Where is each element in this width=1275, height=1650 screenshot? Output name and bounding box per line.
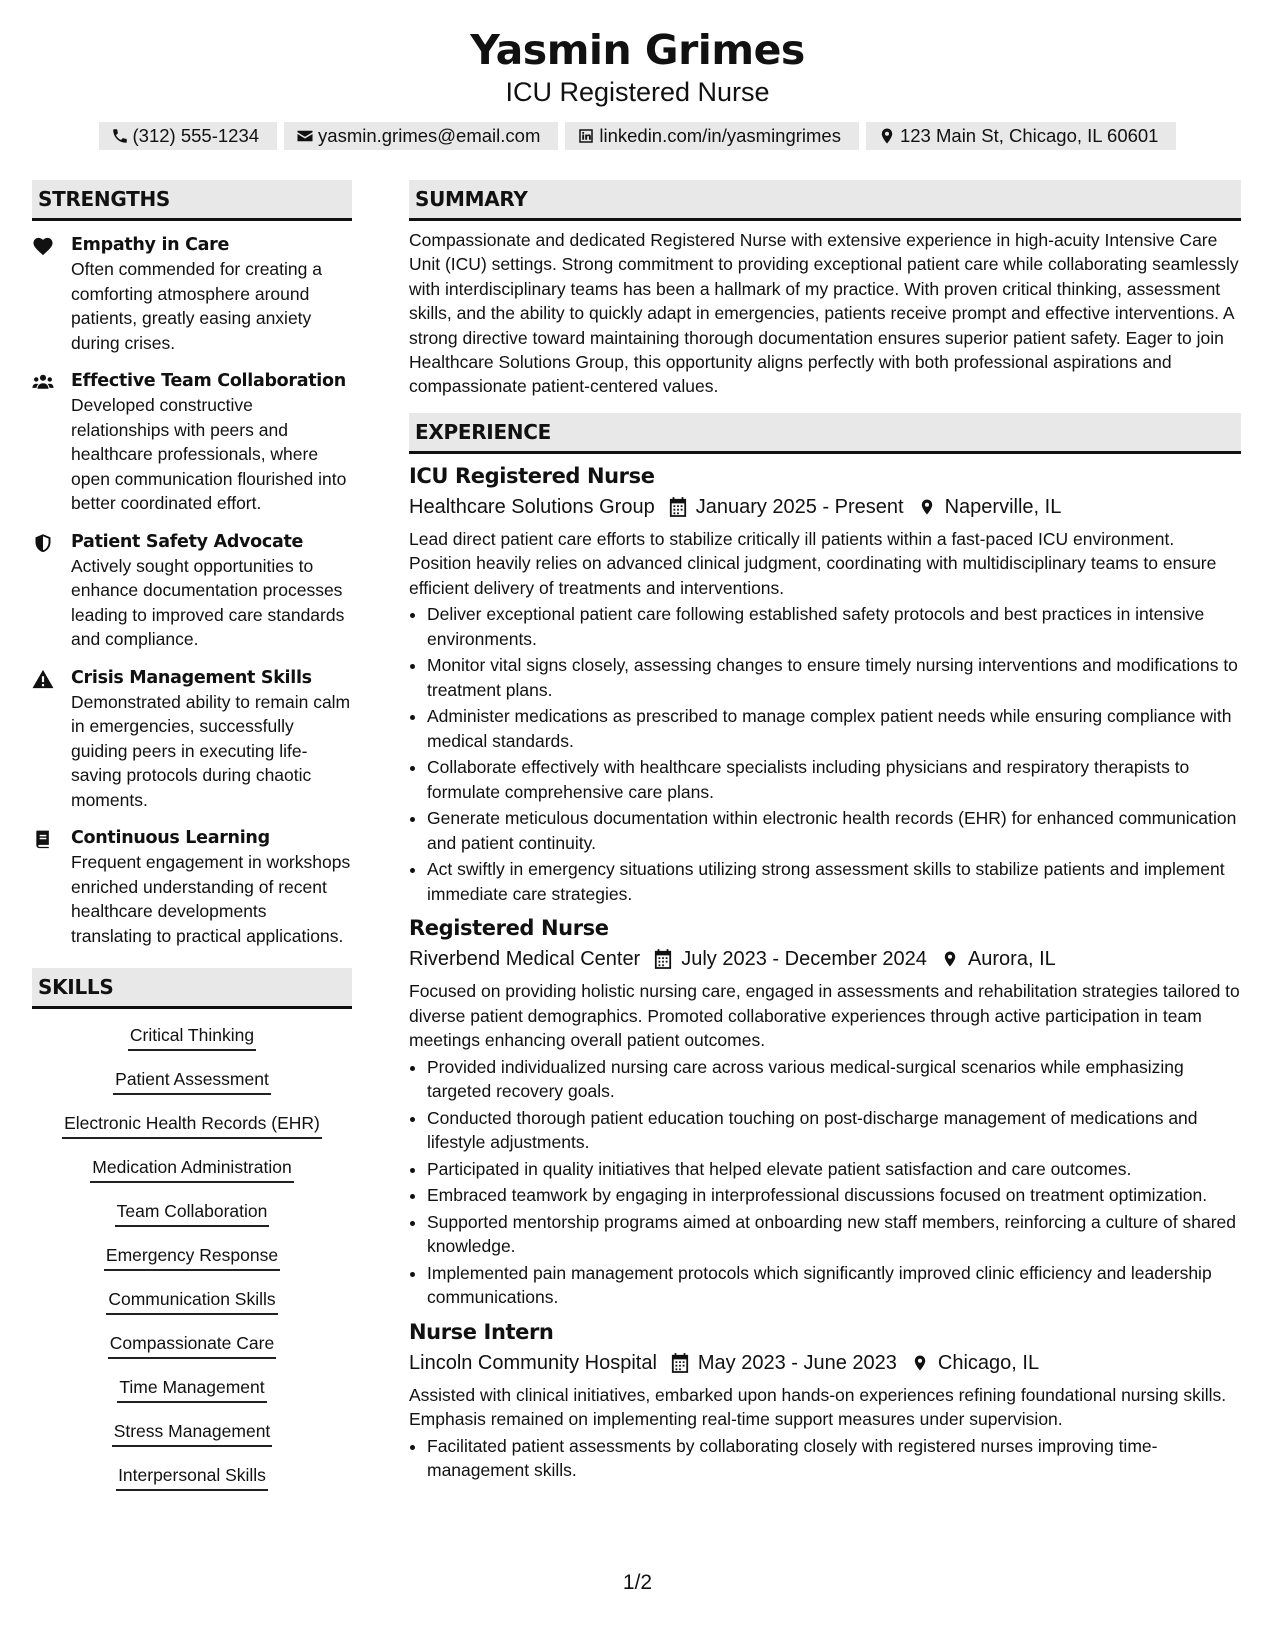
page-number: 1/2 [622,1571,653,1594]
strength-title: Effective Team Collaboration [71,371,346,391]
job-title: ICU Registered Nurse [409,463,655,488]
location-pin-icon [878,127,896,145]
job-bullets [409,1434,1241,1483]
left-column [32,180,352,1507]
experience-heading: EXPERIENCE [409,413,1241,454]
job-description: Assisted with clinical initiatives, embarked upon hands-on experiences refining foundational nursing skills. Emphasis remained on implementing real-time support measures under supervision. [409,1384,1227,1430]
job-bullet: • Supported mentorship programs aimed at onboarding new staff members, reinforcing a culture of shared knowledge. [427,1210,1241,1259]
strength-item [32,233,352,355]
strength-desc: Demonstrated ability to remain calm in emergencies, successfully guiding peers in executing life-saving protocols during chaotic moments. [71,691,351,810]
strength-item [32,530,352,652]
right-column [409,180,1241,1485]
calendar-icon [669,497,687,517]
strength-title: Crisis Management Skills [71,667,312,688]
strength-desc: Often commended for creating a comforting atmosphere around patients, greatly easing anxiety during crises. [71,259,322,353]
strengths-heading: STRENGTHS [32,180,352,221]
strength-title: Patient Safety Advocate [71,531,304,552]
job-bullet: • Deliver exceptional patient care following established safety protocols and best practices in intensive environments. [427,602,1241,651]
job-location: Aurora, IL [967,948,1056,971]
warning-icon [32,669,54,689]
skill-item: Communication Skills [106,1287,277,1315]
book-icon [32,829,54,849]
location-pin-icon [941,949,959,969]
job-title: Nurse Intern [409,1319,554,1344]
address-text: 123 Main St, Chicago, IL 60601 [899,125,1159,146]
linkedin-text: linkedin.com/in/yasmingrimes [599,125,841,146]
job-bullet: • Administer medications as prescribed to manage complex patient needs while ensuring compliance with medical standards. [427,704,1241,753]
users-icon [32,372,54,392]
phone-icon [111,127,129,145]
job-location: Chicago, IL [937,1351,1040,1374]
strength-item [32,826,352,948]
candidate-name: Yasmin Grimes [470,26,805,74]
skill-item: Patient Assessment [113,1067,271,1095]
contact-address[interactable] [866,122,1177,150]
skill-item: Emergency Response [104,1243,280,1271]
job-bullet: • Act swiftly in emergency situations utilizing strong assessment skills to stabilize patients and implement immediate care strategies. [427,857,1241,906]
strength-title: Empathy in Care [71,235,230,255]
skills-list [32,1023,352,1507]
job-bullets [409,602,1241,906]
contact-phone[interactable] [99,122,278,150]
job-entry [409,462,1241,907]
skill-item: Team Collaboration [115,1199,270,1227]
phone-text: (312) 555-1234 [132,125,260,146]
location-pin-icon [911,1353,929,1373]
skill-item: Electronic Health Records (EHR) [62,1111,322,1139]
calendar-icon [654,949,672,969]
skill-item: Stress Management [112,1419,273,1447]
envelope-icon [296,127,314,145]
job-bullet: • Monitor vital signs closely, assessing changes to ensure timely nursing interventions and modifications to treatment plans. [427,653,1241,702]
skill-item: Critical Thinking [128,1023,256,1051]
strength-desc: Developed constructive relationships with peers and healthcare professionals, where open communication flourished into better coordinated effort. [71,395,347,513]
job-bullet: • Conducted thorough patient education touching on post-discharge management of medications and lifestyle adjustments. [427,1106,1241,1155]
job-bullet: • Participated in quality initiatives that helped elevate patient satisfaction and care outcomes. [427,1157,1241,1182]
job-bullet: • Collaborate effectively with healthcare specialists including physicians and respiratory therapists to formulate comprehensive care plans. [427,755,1241,804]
strength-item [32,666,352,813]
job-bullet: • Embraced teamwork by engaging in interprofessional discussions focused on treatment optimization. [427,1183,1241,1208]
skills-heading: SKILLS [32,968,352,1009]
linkedin-icon [577,127,595,145]
job-bullet: • Provided individualized nursing care across various medical-surgical scenarios while emphasizing targeted recovery goals. [427,1055,1241,1104]
job-dates: July 2023 - December 2024 [681,948,927,971]
heart-icon [32,236,54,256]
job-bullets [409,1055,1241,1310]
contact-bar [0,122,1275,150]
skill-item: Interpersonal Skills [116,1463,268,1491]
shield-icon [32,533,54,553]
contact-email[interactable] [284,122,558,150]
contact-linkedin[interactable] [565,122,859,150]
job-title: Registered Nurse [409,916,609,941]
strengths-list [32,233,352,948]
job-company: Lincoln Community Hospital [409,1351,657,1374]
job-description: Lead direct patient care efforts to stabilize critically ill patients within a fast-paced ICU environment. Position heavily relies on advanced clinical judgment, coordinating with multidisciplinary teams to ensure efficient delivery of treatments and interventions. [409,528,1217,598]
strength-desc: Frequent engagement in workshops enriched understanding of recent healthcare developments translating to practical applications. [71,852,351,946]
job-entry [409,914,1241,1310]
strength-title: Continuous Learning [71,828,270,848]
job-dates: May 2023 - June 2023 [697,1351,897,1374]
job-location: Naperville, IL [944,495,1062,518]
job-dates: January 2025 - Present [695,495,904,518]
strength-item [32,369,352,516]
job-meta [409,1348,1241,1378]
candidate-title: ICU Registered Nurse [505,77,770,107]
job-company: Riverbend Medical Center [409,948,641,971]
job-description: Focused on providing holistic nursing care, engaged in assessments and rehabilitation strategies tailored to diverse patient demographics. Promoted collaborative experiences through active participation in team meetings enhancing overall patient outcomes. [409,981,1240,1051]
job-meta [409,944,1241,974]
job-company: Healthcare Solutions Group [409,495,655,518]
calendar-icon [671,1353,689,1373]
skill-item: Time Management [117,1375,266,1403]
job-bullet: • Facilitated patient assessments by collaborating closely with registered nurses improving time-management skills. [427,1434,1241,1483]
job-meta [409,492,1241,522]
job-bullet: • Implemented pain management protocols which significantly improved clinic efficiency and leadership communications. [427,1261,1241,1310]
email-text: yasmin.grimes@email.com [318,125,541,146]
skill-item: Medication Administration [90,1155,293,1183]
skill-item: Compassionate Care [108,1331,276,1359]
job-bullet: • Generate meticulous documentation within electronic health records (EHR) for enhanced communication and patient continuity. [427,806,1241,855]
summary-heading: SUMMARY [409,180,1241,221]
location-pin-icon [918,497,936,517]
resume-header [0,20,1275,150]
summary-text: Compassionate and dedicated Registered Nurse with extensive experience in high-acuity Intensive Care Unit (ICU) settings. Strong commitment to providing exceptional patient care while collaborating seamlessly with interdisciplinary teams has been a hallmark of my practice. With proven critical thinking, assessment skills, and the ability to quickly adapt in emergencies, patients receive prompt and effective interventions. A strong directive toward maintaining thorough documentation ensures superior patient safety. Eager to join Healthcare Solutions Group, this opportunity aligns perfectly with both professional aspirations and compassionate patient-centered values. [409,230,1239,397]
job-entry [409,1318,1241,1483]
strength-desc: Actively sought opportunities to enhance documentation processes leading to improved care standards and compliance. [71,555,345,649]
